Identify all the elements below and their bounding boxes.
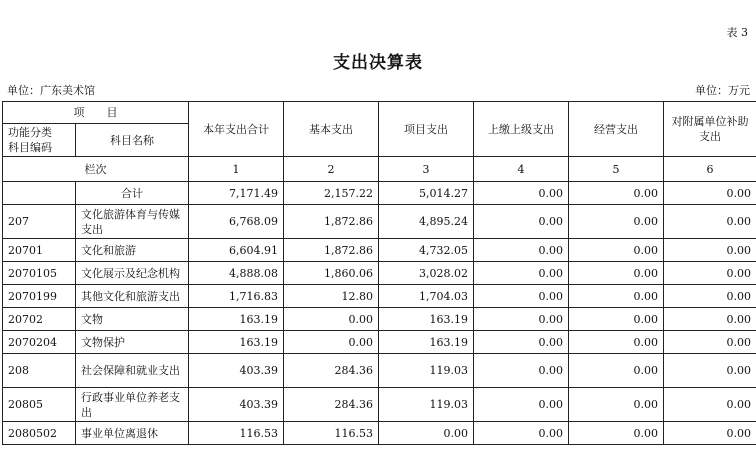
subject-name: 文化旅游体育与传媒 支出 xyxy=(76,205,189,239)
amount-cell: 0.00 xyxy=(474,388,569,422)
subject-code: 2070105 xyxy=(3,262,76,285)
amount-cell: 1,860.06 xyxy=(284,262,379,285)
amount-cell: 163.19 xyxy=(379,331,474,354)
amount-cell: 284.36 xyxy=(284,388,379,422)
seq-label: 栏次 xyxy=(3,157,189,182)
total-value: 7,171.49 xyxy=(189,182,284,205)
amount-cell: 0.00 xyxy=(474,205,569,239)
subject-name: 行政事业单位养老支 出 xyxy=(76,388,189,422)
amount-cell: 116.53 xyxy=(189,422,284,445)
table-row xyxy=(3,205,756,239)
amount-cell: 12.80 xyxy=(284,285,379,308)
amount-cell: 0.00 xyxy=(569,308,664,331)
reporting-unit: 单位：广东美术馆 xyxy=(7,84,95,97)
amount-cell: 0.00 xyxy=(664,205,756,239)
amount-cell: 0.00 xyxy=(474,331,569,354)
subject-name: 文物 xyxy=(76,308,189,331)
amount-cell: 163.19 xyxy=(189,308,284,331)
subject-name: 社会保障和就业支出 xyxy=(76,354,189,388)
table-row xyxy=(3,262,756,285)
total-value: 2,157.22 xyxy=(284,182,379,205)
subject-name: 其他文化和旅游支出 xyxy=(76,285,189,308)
amount-cell: 163.19 xyxy=(189,331,284,354)
amount-cell: 0.00 xyxy=(379,422,474,445)
amount-cell: 119.03 xyxy=(379,354,474,388)
subject-code: 20701 xyxy=(3,239,76,262)
amount-cell: 4,895.24 xyxy=(379,205,474,239)
total-label: 合计 xyxy=(76,182,189,205)
amount-cell: 0.00 xyxy=(569,262,664,285)
amount-cell: 0.00 xyxy=(284,331,379,354)
amount-cell: 0.00 xyxy=(569,331,664,354)
amount-cell: 0.00 xyxy=(664,262,756,285)
table-row xyxy=(3,239,756,262)
amount-cell: 0.00 xyxy=(664,388,756,422)
table-row xyxy=(3,388,756,422)
code-header: 功能分类 科目编码 xyxy=(3,124,76,157)
amount-cell: 0.00 xyxy=(569,388,664,422)
amount-cell: 116.53 xyxy=(284,422,379,445)
col-header: 经营支出 xyxy=(569,102,664,157)
amount-cell: 6,768.09 xyxy=(189,205,284,239)
amount-cell: 0.00 xyxy=(664,308,756,331)
col-header: 对附属单位补助 支出 xyxy=(664,102,756,157)
amount-cell: 1,704.03 xyxy=(379,285,474,308)
amount-cell: 0.00 xyxy=(284,308,379,331)
amount-cell: 0.00 xyxy=(474,422,569,445)
expenditure-table xyxy=(2,101,756,445)
seq-number: 1 xyxy=(189,157,284,182)
amount-cell: 403.39 xyxy=(189,354,284,388)
amount-cell: 4,732.05 xyxy=(379,239,474,262)
amount-cell: 0.00 xyxy=(569,422,664,445)
amount-cell: 0.00 xyxy=(474,239,569,262)
seq-number: 2 xyxy=(284,157,379,182)
subject-name: 文化和旅游 xyxy=(76,239,189,262)
amount-cell: 0.00 xyxy=(474,262,569,285)
amount-cell: 0.00 xyxy=(664,422,756,445)
amount-cell: 0.00 xyxy=(474,285,569,308)
col-header: 本年支出合计 xyxy=(189,102,284,157)
name-header: 科目名称 xyxy=(76,124,189,157)
table-number: 表 3 xyxy=(726,26,748,39)
total-value: 5,014.27 xyxy=(379,182,474,205)
subject-code: 20702 xyxy=(3,308,76,331)
subject-code: 208 xyxy=(3,354,76,388)
page-title: 支出决算表 xyxy=(333,53,423,73)
subject-code: 2080502 xyxy=(3,422,76,445)
seq-number: 4 xyxy=(474,157,569,182)
total-value: 0.00 xyxy=(474,182,569,205)
subject-code: 20805 xyxy=(3,388,76,422)
table-row xyxy=(3,422,756,445)
amount-cell: 119.03 xyxy=(379,388,474,422)
amount-cell: 0.00 xyxy=(474,308,569,331)
subject-code: 207 xyxy=(3,205,76,239)
amount-cell: 0.00 xyxy=(569,354,664,388)
total-value: 0.00 xyxy=(664,182,756,205)
total-row xyxy=(3,182,756,205)
amount-cell: 0.00 xyxy=(569,285,664,308)
col-header: 基本支出 xyxy=(284,102,379,157)
amount-cell: 3,028.02 xyxy=(379,262,474,285)
table-row xyxy=(3,331,756,354)
table-row xyxy=(3,308,756,331)
currency-unit: 单位：万元 xyxy=(695,84,750,97)
total-code-cell xyxy=(3,182,76,205)
amount-cell: 1,872.86 xyxy=(284,239,379,262)
seq-number: 3 xyxy=(379,157,474,182)
subject-code: 2070199 xyxy=(3,285,76,308)
seq-number: 5 xyxy=(569,157,664,182)
amount-cell: 284.36 xyxy=(284,354,379,388)
subject-name: 事业单位离退休 xyxy=(76,422,189,445)
amount-cell: 1,872.86 xyxy=(284,205,379,239)
amount-cell: 0.00 xyxy=(664,331,756,354)
amount-cell: 1,716.83 xyxy=(189,285,284,308)
subject-name: 文物保护 xyxy=(76,331,189,354)
seq-number: 6 xyxy=(664,157,756,182)
col-header: 项目支出 xyxy=(379,102,474,157)
amount-cell: 0.00 xyxy=(664,239,756,262)
subject-name: 文化展示及纪念机构 xyxy=(76,262,189,285)
amount-cell: 0.00 xyxy=(569,239,664,262)
amount-cell: 0.00 xyxy=(664,354,756,388)
amount-cell: 0.00 xyxy=(664,285,756,308)
amount-cell: 0.00 xyxy=(569,205,664,239)
amount-cell: 0.00 xyxy=(474,354,569,388)
amount-cell: 163.19 xyxy=(379,308,474,331)
col-header: 上缴上级支出 xyxy=(474,102,569,157)
amount-cell: 6,604.91 xyxy=(189,239,284,262)
table-row xyxy=(3,285,756,308)
table-row xyxy=(3,354,756,388)
subject-code: 2070204 xyxy=(3,331,76,354)
amount-cell: 403.39 xyxy=(189,388,284,422)
total-value: 0.00 xyxy=(569,182,664,205)
amount-cell: 4,888.08 xyxy=(189,262,284,285)
item-group-header: 项 目 xyxy=(3,102,189,124)
